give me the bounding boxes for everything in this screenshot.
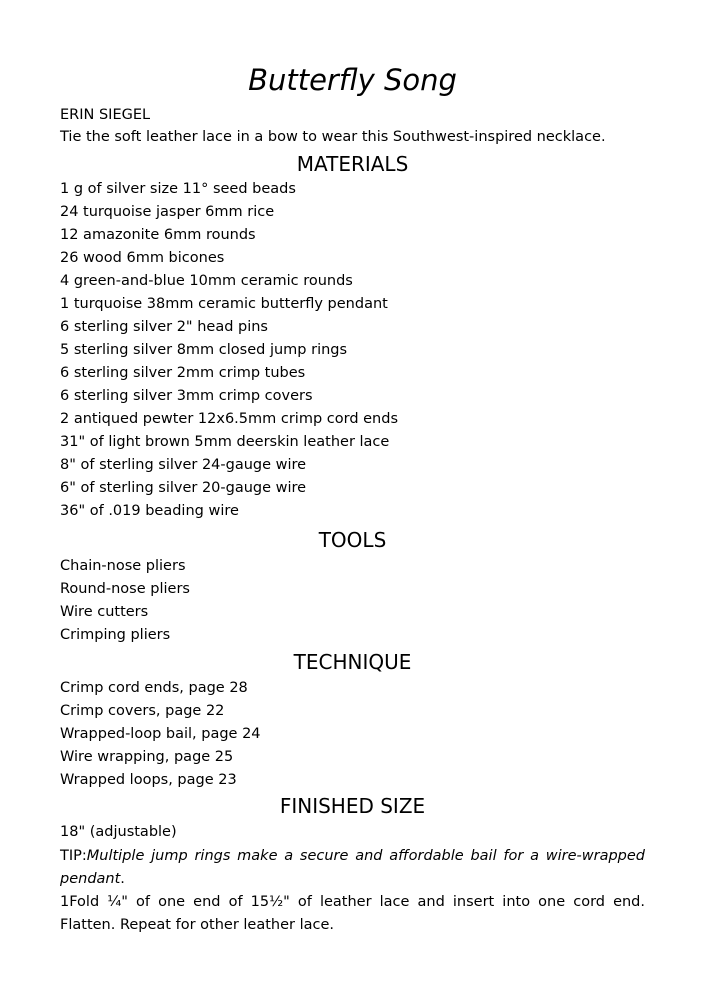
author-name: ERIN SIEGEL	[60, 107, 151, 123]
list-item: Wire cutters	[60, 604, 149, 620]
list-item: 5 sterling silver 8mm closed jump rings	[60, 342, 348, 358]
tools-list	[60, 555, 190, 647]
intro-text: Tie the soft leather lace in a bow to wear this Southwest-inspired necklace.	[60, 129, 606, 145]
finished-size-value: 18" (adjustable)	[60, 824, 177, 840]
list-item: 36" of .019 beading wire	[60, 503, 239, 519]
list-item: 1 turquoise 38mm ceramic butterfly pendant	[60, 296, 388, 312]
list-item: 26 wood 6mm bicones	[60, 250, 225, 266]
list-item: 8" of sterling silver 24-gauge wire	[60, 457, 307, 473]
document-title: Butterfly Song	[248, 63, 457, 97]
list-item: Round-nose pliers	[60, 581, 190, 597]
tools-heading: TOOLS	[318, 528, 387, 552]
list-item: 2 antiqued pewter 12x6.5mm crimp cord ends	[60, 411, 398, 427]
technique-heading: TECHNIQUE	[293, 650, 412, 674]
list-item: Crimp cord ends, page 28	[60, 680, 248, 696]
step-paragraph: 1Fold ¼" of one end of 15½" of leather lace and insert into one cord end. Flatten. Repeat for other leather lace.	[60, 894, 645, 933]
list-item: 6 sterling silver 2" head pins	[60, 319, 268, 335]
list-item: Wrapped-loop bail, page 24	[60, 726, 261, 742]
tip-text: Multiple jump rings make a secure and affordable bail for a wire-wrapped pendant	[60, 848, 645, 887]
list-item: Wire wrapping, page 25	[60, 749, 234, 765]
list-item: 6 sterling silver 2mm crimp tubes	[60, 365, 306, 381]
list-item: Wrapped loops, page 23	[60, 772, 237, 788]
list-item: Chain-nose pliers	[60, 558, 186, 574]
finished-size-heading: FINISHED SIZE	[279, 794, 426, 818]
materials-heading: MATERIALS	[296, 152, 409, 176]
list-item: 31" of light brown 5mm deerskin leather lace	[60, 434, 390, 450]
list-item: 6" of sterling silver 20-gauge wire	[60, 480, 307, 496]
tip-end: .	[120, 871, 125, 887]
list-item: 12 amazonite 6mm rounds	[60, 227, 256, 243]
list-item: 24 turquoise jasper 6mm rice	[60, 204, 275, 220]
list-item: 1 g of silver size 11° seed beads	[60, 181, 296, 197]
list-item: Crimping pliers	[60, 627, 171, 643]
list-item: 4 green-and-blue 10mm ceramic rounds	[60, 273, 353, 289]
materials-list	[60, 178, 398, 523]
list-item: 6 sterling silver 3mm crimp covers	[60, 388, 313, 404]
tip-paragraph	[60, 845, 645, 891]
technique-list	[60, 677, 261, 792]
tip-label: TIP:	[60, 848, 87, 864]
list-item: Crimp covers, page 22	[60, 703, 225, 719]
